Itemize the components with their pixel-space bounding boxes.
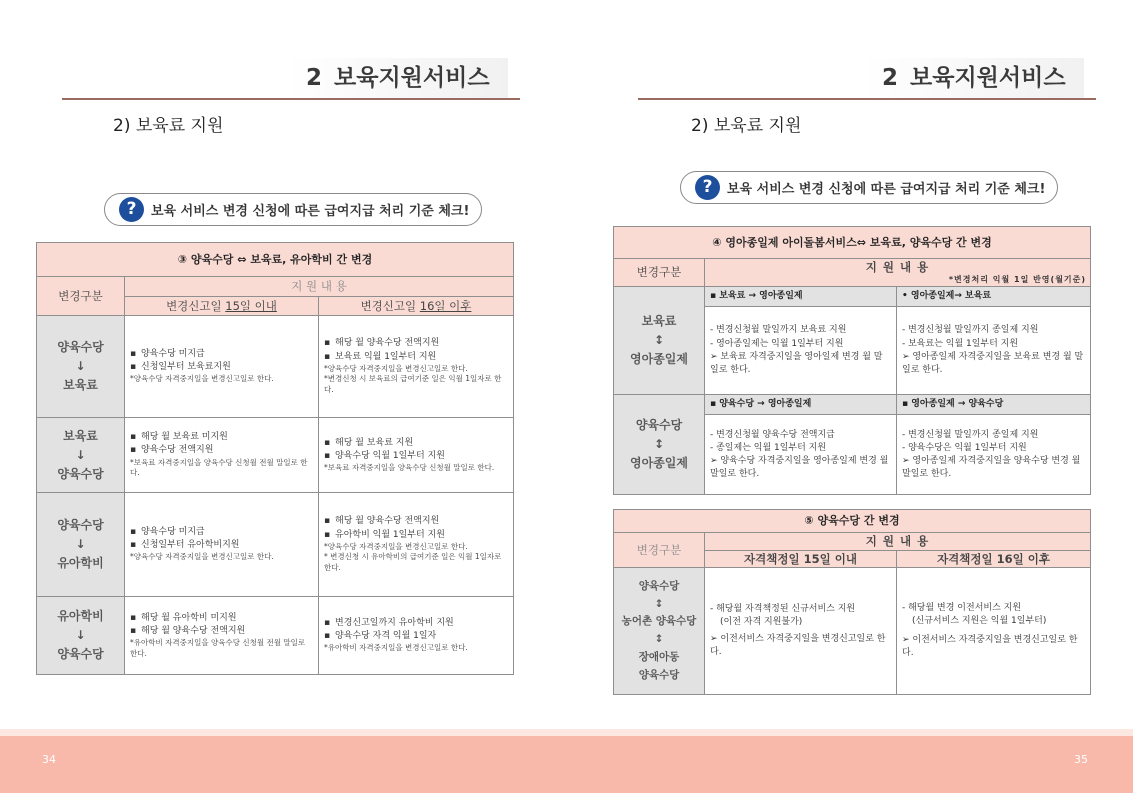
table-row: 양육수당 ↓ 유아학비 ▪ 양육수당 미지급 ▪ 신청일부터 유아학비지원 *양육수당 자격중지일을 변경신고일로 한다. ▪ 해당 월 양육수당 전액지원 ▪ 유아학비 익월 1일부터 지원 *양육수당 자격중지일을 변경신고일로 한다. * 변경신청 시 유아학비의 급여기준 일은 익월 1일자로 한다. bbox=[37, 493, 514, 597]
group-header: ▪ 영아종일제 → 양육수당 bbox=[897, 395, 1091, 415]
footer bbox=[0, 736, 1133, 793]
left-page bbox=[0, 0, 566, 793]
check-pill bbox=[680, 171, 1058, 204]
header-after-16: 변경신고일 16일 이후 bbox=[319, 296, 514, 316]
group-header: • 영아종일제→ 보육료 bbox=[897, 287, 1091, 307]
header-rule bbox=[638, 98, 1096, 100]
group-label: 양육수당 ↕ 영아종일제 bbox=[614, 395, 705, 495]
chapter-header bbox=[288, 58, 508, 98]
section-subtitle: 2) 보육료 지원 bbox=[113, 116, 224, 136]
chapter-number: 2 bbox=[882, 65, 899, 91]
table-row: 양육수당 ↓ 보육료 ▪ 양육수당 미지급 ▪ 신청일부터 보육료지원 *양육수당 자격중지일을 변경신고일로 한다. ▪ 해당 월 양육수당 전액지원 ▪ 보육료 익월 1일부터 지원 *양육수당 자격중지일을 변경신고일로 한다. *변경신청 시 보육료의 급여기준 일은 익월 1일자로 한다. bbox=[37, 316, 514, 418]
table-5 bbox=[613, 509, 1091, 695]
chapter-title: 보육지원서비스 bbox=[910, 65, 1066, 91]
right-page bbox=[566, 0, 1133, 793]
header-within-15: 변경신고일 15일 이내 bbox=[125, 296, 319, 316]
check-pill bbox=[104, 193, 482, 226]
support-header: 지 원 내 용 bbox=[125, 277, 514, 297]
support-header: 지 원 내 용 bbox=[705, 532, 1091, 550]
group-header: ▪ 보육료 → 영아종일제 bbox=[705, 287, 897, 307]
question-icon: ? bbox=[119, 197, 144, 222]
header-after-16: 자격책정일 16일 이후 bbox=[897, 550, 1091, 568]
pill-text: 보육 서비스 변경 신청에 따른 급여지급 처리 기준 체크! bbox=[727, 182, 1046, 197]
chapter-header bbox=[864, 58, 1084, 98]
section-subtitle: 2) 보육료 지원 bbox=[691, 116, 802, 136]
chapter-number: 2 bbox=[306, 65, 323, 91]
table-row: 보육료 ↓ 양육수당 ▪ 해당 월 보육료 미지원 ▪ 양육수당 전액지원 *보육료 자격중지일을 양육수당 신청월 전월 말일로 한다. ▪ 해당 월 보육료 지원 ▪ 양육수당 익월 1일부터 지원 *보육료 자격중지일을 양육수당 신청월 말일로 한다. bbox=[37, 418, 514, 493]
table-row: 양육수당 ↕ 농어촌 양육수당 ↕ 장애아동 양육수당 - 해당월 자격책정된 신규서비스 지원 (이전 자격 지원불가) ➢ 이전서비스 자격중지일을 변경신고일로 한다. - 해당월 변경 이전서비스 지원 (신규서비스 지원은 익월 1일부터) ➢ 이전서비스 자격중지일을 변경신고일로 한다. bbox=[614, 568, 1091, 695]
col-label: 변경구분 bbox=[614, 259, 705, 287]
support-header: 지 원 내 용 *변경처리 익월 1일 반영(월기준) bbox=[705, 259, 1091, 287]
table-3 bbox=[36, 242, 514, 675]
page-number-left: 34 bbox=[42, 753, 56, 766]
page-number-right: 35 bbox=[1074, 753, 1088, 766]
table-title: ⑤ 양육수당 간 변경 bbox=[614, 510, 1091, 533]
header-within-15: 자격책정일 15일 이내 bbox=[705, 550, 897, 568]
table-title: ③ 양육수당 ⇔ 보육료, 유아학비 간 변경 bbox=[37, 243, 514, 277]
footer-band bbox=[0, 729, 1133, 736]
note: *변경처리 익월 1일 반영(월기준) bbox=[948, 274, 1087, 284]
chapter-title: 보육지원서비스 bbox=[334, 65, 490, 91]
group-label: 보육료 ↕ 영아종일제 bbox=[614, 287, 705, 395]
header-rule bbox=[62, 98, 520, 100]
table-4: ④ 영아종일제 아이돌봄서비스⇔ 보육료, 양육수당 간 변경 변경구분 지 원 내 용 *변경처리 익월 1일 반영(월기준) 보육료 ↕ 영아종일제 ▪ 보육료 → 영아종일제 • 영아종일제→ 보육료 - 변경신청월 말일까지 보육료 지원 - 영아종일제는 익월 1일부터 지원 ➢ 보육료 자격중지일을 영아일제 변경 월 말일로 한다. - 변경신청월 말일까지 종일제 지원 - 보육료는 익월 1일부터 지원 ➢ 영아종일제 자격중지일을 보육료 변경 월 말일로 한다. 양육수당 ↕ 영아종일제 ▪ 양육수당 → 영아종일제 ▪ 영아종일제 → 양육수당 - 변경신청월 양육수당 전액지급 - 종일제는 익월 1일부터 지원 ➢ 양육수당 자격중지일을 영아종일제 변경 월 말일로 한다. - 변경신청월 말일까지 종일제 지원 - 양육수당은 익월 1일부터 지원 ➢ 영아종일제 자격중지일을 양육수당 변경 월 말일로 한다. bbox=[613, 226, 1091, 495]
question-icon: ? bbox=[695, 175, 720, 200]
col-label: 변경구분 bbox=[614, 532, 705, 567]
group-header: ▪ 양육수당 → 영아종일제 bbox=[705, 395, 897, 415]
col-label: 변경구분 bbox=[37, 277, 125, 316]
table-title: ④ 영아종일제 아이돌봄서비스⇔ 보육료, 양육수당 간 변경 bbox=[614, 227, 1091, 259]
table-row: 유아학비 ↓ 양육수당 ▪ 해당 월 유아학비 미지원 ▪ 해당 월 양육수당 전액지원 *유아학비 자격중지일을 양육수당 신청월 전월 말일로 한다. ▪ 변경신고일까지 유아학비 지원 ▪ 양육수당 자격 익월 1일자 *유아학비 자격중지일을 변경신고일로 한다. bbox=[37, 597, 514, 675]
pill-text: 보육 서비스 변경 신청에 따른 급여지급 처리 기준 체크! bbox=[151, 204, 470, 219]
